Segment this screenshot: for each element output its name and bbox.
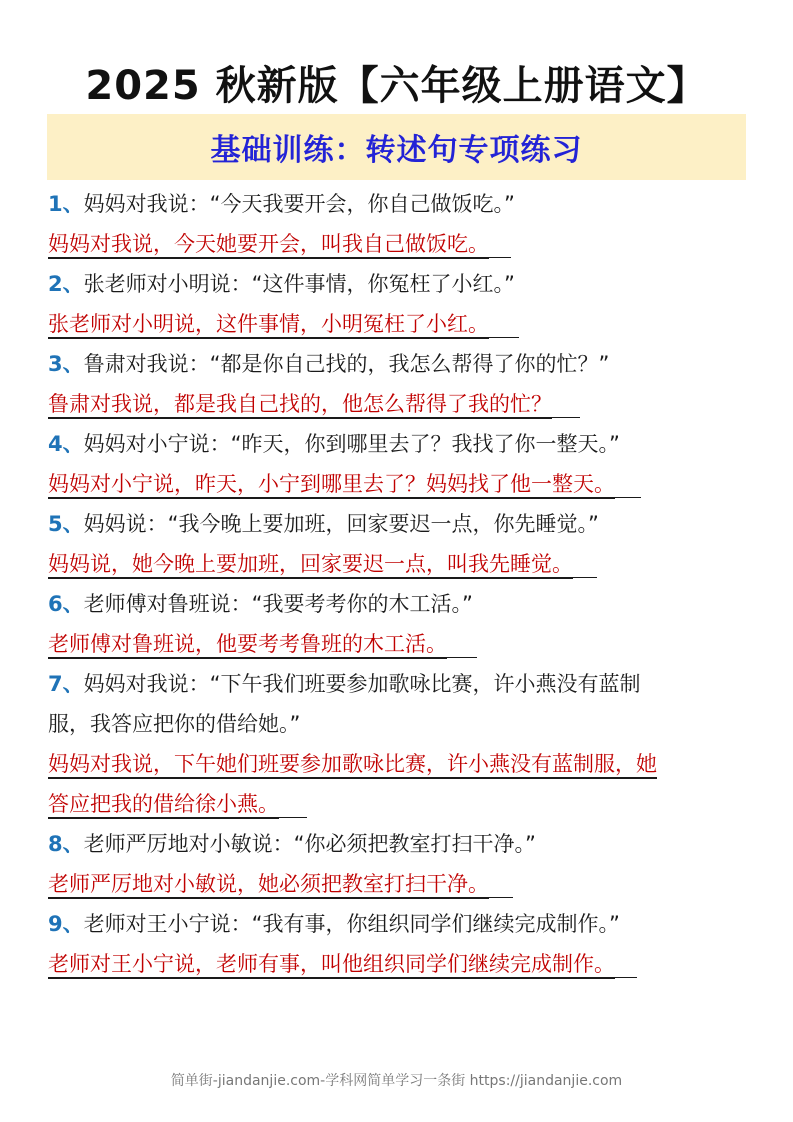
- item-number: 9: [48, 912, 63, 936]
- item-number-separator: 、: [62, 192, 84, 216]
- exercise-list: [48, 184, 748, 984]
- item-number: 2: [48, 272, 63, 296]
- question-text: 妈妈说：“我今晚上要加班，回家要迟一点，你先睡觉。”: [83, 512, 599, 536]
- item-number: 7: [48, 672, 63, 696]
- item-number-separator: 、: [62, 672, 84, 696]
- exercise-item: [48, 504, 748, 584]
- item-number-separator: 、: [62, 912, 84, 936]
- exercise-item: [48, 904, 748, 984]
- question-text: 张老师对小明说：“这件事情，你冤枉了小红。”: [83, 272, 515, 296]
- question-text: 老师严厉地对小敏说：“你必须把教室打扫干净。”: [83, 832, 536, 856]
- answer-blank-underline: [615, 952, 637, 976]
- answer-line: [48, 784, 748, 824]
- answer-text: 妈妈对我说，今天她要开会，叫我自己做饭吃。: [48, 232, 489, 256]
- item-number-separator: 、: [62, 272, 84, 296]
- answer-blank-underline: [489, 232, 511, 256]
- subtitle: 基础训练：转述句专项练习: [210, 133, 583, 168]
- question-line: [48, 264, 748, 304]
- exercise-item: [48, 584, 748, 664]
- answer-line: [48, 304, 748, 344]
- answer-line: [48, 464, 748, 504]
- question-line: [48, 344, 748, 384]
- answer-line: [48, 624, 748, 664]
- item-number: 8: [48, 832, 63, 856]
- question-line: [48, 424, 748, 464]
- question-line: [48, 184, 748, 224]
- item-number-separator: 、: [62, 832, 84, 856]
- page-title: 2025 秋新版【六年级上册语文】: [85, 63, 708, 109]
- answer-text: 答应把我的借给徐小燕。: [48, 792, 279, 816]
- answer-blank-underline: [279, 792, 307, 816]
- answer-text: 妈妈说，她今晚上要加班，回家要迟一点，叫我先睡觉。: [48, 552, 573, 576]
- answer-line: [48, 224, 748, 264]
- answer-text: 鲁肃对我说，都是我自己找的，他怎么帮得了我的忙？: [48, 392, 552, 416]
- item-number-separator: 、: [62, 512, 84, 536]
- exercise-item: [48, 264, 748, 344]
- answer-line: [48, 944, 748, 984]
- subtitle-banner: [47, 114, 746, 180]
- question-text: 老师傅对鲁班说：“我要考考你的木工活。”: [83, 592, 473, 616]
- answer-text: 妈妈对我说，下午她们班要参加歌咏比赛，许小燕没有蓝制服，她: [48, 752, 657, 776]
- answer-blank-underline: [552, 392, 580, 416]
- answer-text: 张老师对小明说，这件事情，小明冤枉了小红。: [48, 312, 489, 336]
- question-line: [48, 504, 748, 544]
- question-line: [48, 704, 748, 744]
- exercise-item: [48, 424, 748, 504]
- answer-line: [48, 744, 748, 784]
- question-line: [48, 584, 748, 624]
- item-number: 1: [48, 192, 63, 216]
- answer-blank-underline: [573, 552, 597, 576]
- item-number-separator: 、: [62, 432, 84, 456]
- question-text: 妈妈对我说：“今天我要开会，你自己做饭吃。”: [83, 192, 515, 216]
- question-text: 服，我答应把你的借给她。”: [48, 712, 301, 736]
- answer-blank-underline: [489, 312, 519, 336]
- item-number-separator: 、: [62, 592, 84, 616]
- answer-blank-underline: [447, 632, 477, 656]
- answer-line: [48, 384, 748, 424]
- item-number: 5: [48, 512, 63, 536]
- exercise-item: [48, 184, 748, 264]
- item-number: 4: [48, 432, 63, 456]
- answer-blank-underline: [615, 472, 641, 496]
- item-number: 3: [48, 352, 63, 376]
- answer-line: [48, 864, 748, 904]
- question-line: [48, 824, 748, 864]
- question-text: 妈妈对我说：“下午我们班要参加歌咏比赛，许小燕没有蓝制: [83, 672, 641, 696]
- answer-text: 老师严厉地对小敏说，她必须把教室打扫干净。: [48, 872, 489, 896]
- item-number-separator: 、: [62, 352, 84, 376]
- answer-text: 老师傅对鲁班说，他要考考鲁班的木工活。: [48, 632, 447, 656]
- answer-line: [48, 544, 748, 584]
- question-line: [48, 904, 748, 944]
- answer-blank-underline: [489, 872, 513, 896]
- question-line: [48, 664, 748, 704]
- question-text: 妈妈对小宁说：“昨天，你到哪里去了？我找了你一整天。”: [83, 432, 620, 456]
- question-text: 鲁肃对我说：“都是你自己找的，我怎么帮得了你的忙？”: [83, 352, 610, 376]
- question-text: 老师对王小宁说：“我有事，你组织同学们继续完成制作。”: [83, 912, 620, 936]
- exercise-item: [48, 664, 748, 824]
- answer-text: 妈妈对小宁说，昨天，小宁到哪里去了？妈妈找了他一整天。: [48, 472, 615, 496]
- footer: 简单街-jiandanjie.com-学科网简单学习一条街 https://jiandanjie.com: [170, 1073, 623, 1089]
- item-number: 6: [48, 592, 63, 616]
- answer-text: 老师对王小宁说，老师有事，叫他组织同学们继续完成制作。: [48, 952, 615, 976]
- exercise-item: [48, 824, 748, 904]
- exercise-item: [48, 344, 748, 424]
